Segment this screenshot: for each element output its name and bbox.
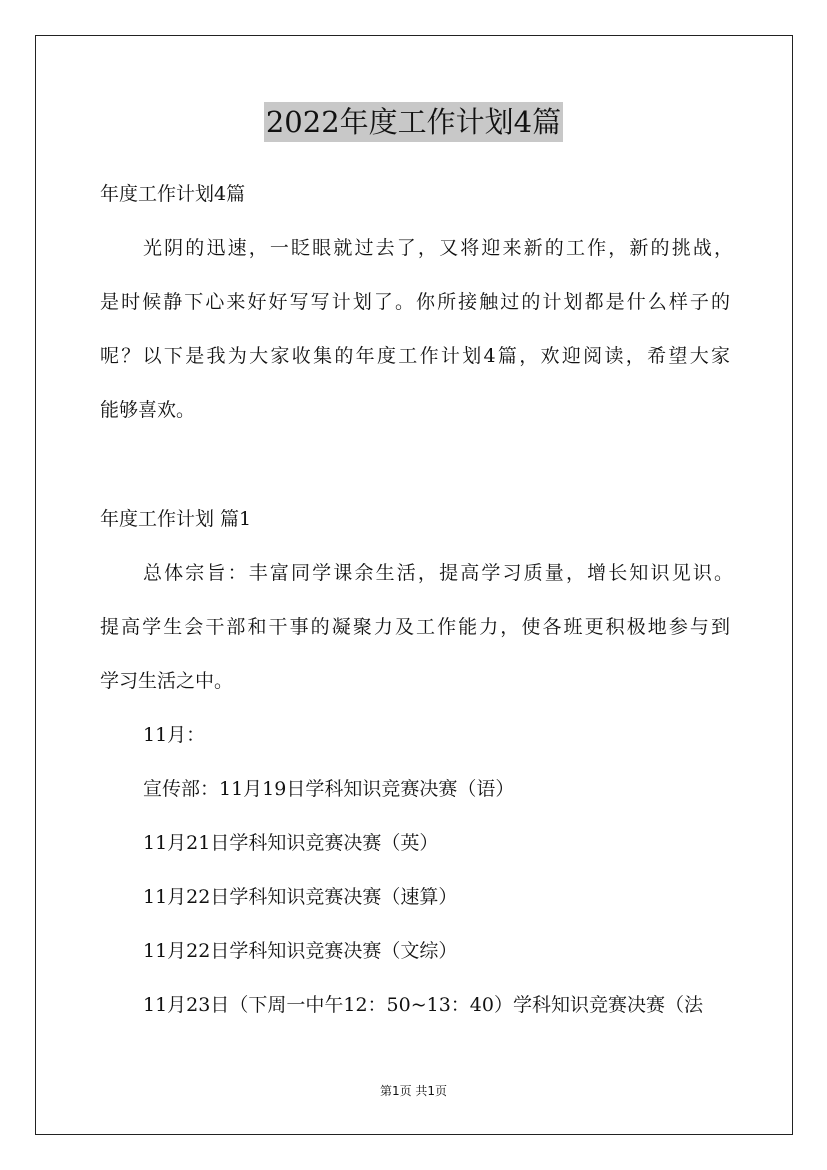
- schedule-item-5: 11月23日（下周一中午12：50~13：40）学科知识竞赛决赛（法: [143, 994, 703, 1016]
- schedule-item-1: 宣传部：11月19日学科知识竞赛决赛（语）: [143, 778, 515, 800]
- title-container: [0, 102, 827, 142]
- subtitle: 年度工作计划4篇: [100, 183, 246, 205]
- document-title: 2022年度工作计划4篇: [264, 102, 563, 142]
- intro-line-2: 是时候静下心来好好写写计划了。你所接触过的计划都是什么样子的: [100, 291, 730, 313]
- section1-line-1: 总体宗旨：丰富同学课余生活，提高学习质量，增长知识见识。: [143, 562, 733, 584]
- schedule-item-4: 11月22日学科知识竞赛决赛（文综）: [143, 940, 458, 962]
- month-label: 11月：: [143, 724, 206, 746]
- schedule-item-2: 11月21日学科知识竞赛决赛（英）: [143, 832, 439, 854]
- schedule-item-3: 11月22日学科知识竞赛决赛（速算）: [143, 886, 458, 908]
- section1-heading: 年度工作计划 篇1: [100, 508, 252, 530]
- intro-line-4: 能够喜欢。: [100, 399, 196, 421]
- section1-line-3: 学习生活之中。: [100, 670, 234, 692]
- page-footer: 第1页 共1页: [379, 1084, 448, 1098]
- section1-line-2: 提高学生会干部和干事的凝聚力及工作能力，使各班更积极地参与到: [100, 616, 730, 638]
- intro-line-1: 光阴的迅速，一眨眼就过去了，又将迎来新的工作，新的挑战，: [143, 237, 733, 259]
- intro-line-3: 呢？以下是我为大家收集的年度工作计划4篇，欢迎阅读，希望大家: [100, 345, 730, 367]
